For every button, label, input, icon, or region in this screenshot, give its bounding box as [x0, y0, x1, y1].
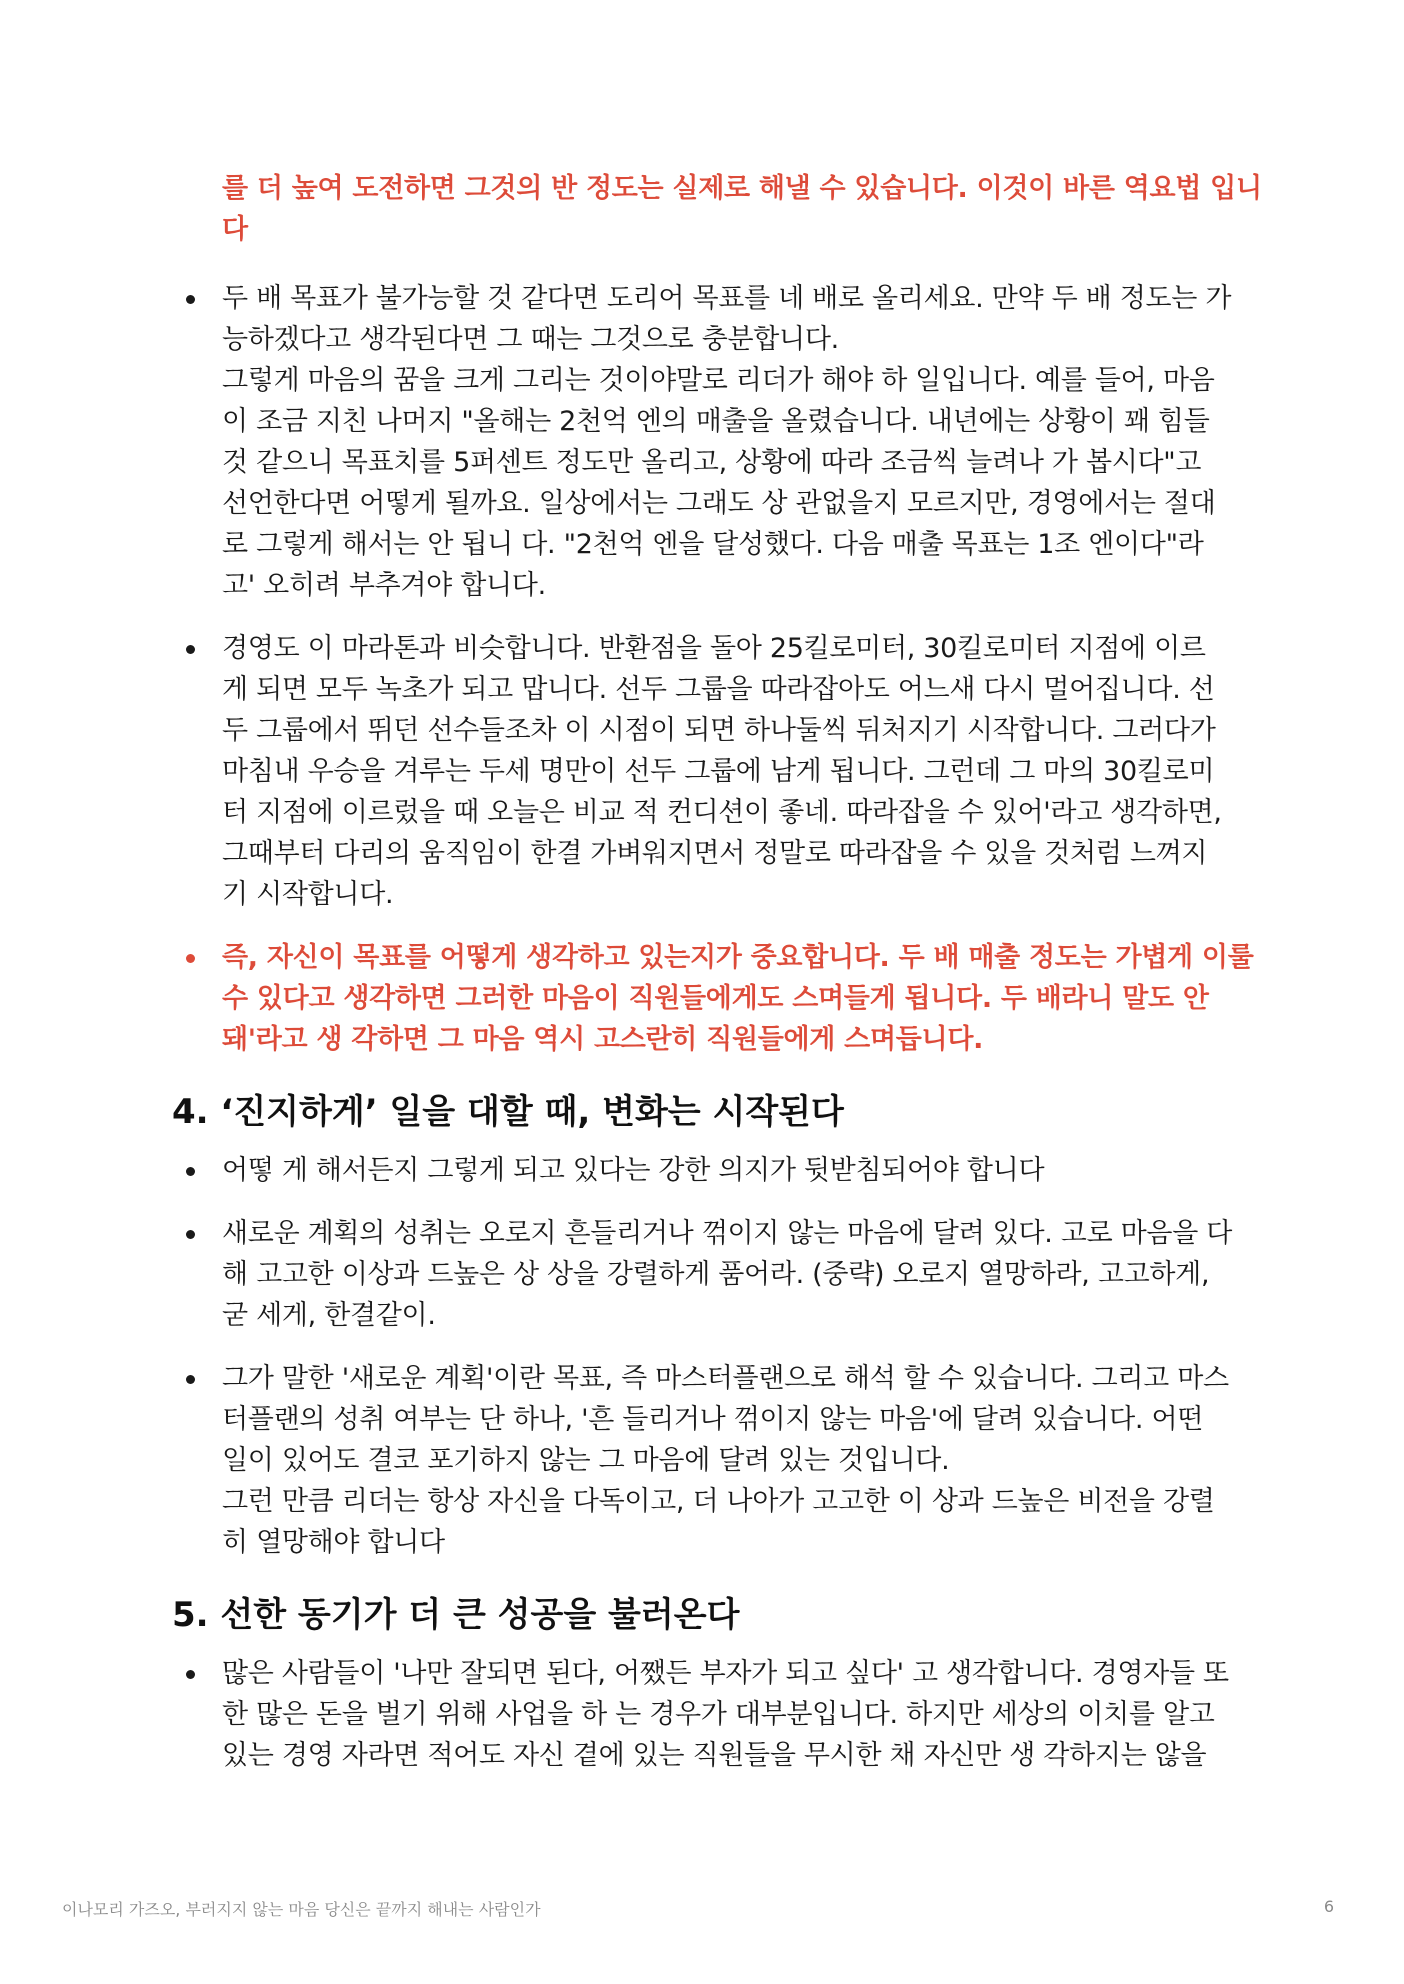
section-heading-4: 4. ‘진지하게’ 일을 대할 때, 변화는 시작된다: [172, 1092, 844, 1132]
text-line: 히 열망해야 합니다: [222, 1527, 445, 1558]
text-line: 를 더 높여 도전하면 그것의 반 정도는 실제로 해낼 수 있습니다. 이것이 바른 역요법 입니: [222, 173, 1262, 204]
text-line: 일이 있어도 결코 포기하지 않는 그 마음에 달려 있는 것입니다.: [222, 1445, 950, 1476]
text-line: 많은 사람들이 '나만 잘되면 된다, 어쨌든 부자가 되고 싶다' 고 생각합니다. 경영자들 또: [222, 1658, 1229, 1689]
text-line: 기 시작합니다.: [222, 879, 394, 910]
bullet-item: [172, 1653, 1242, 1776]
text-line: 즉, 자신이 목표를 어떻게 생각하고 있는지가 중요합니다. 두 배 매출 정도는 가볍게 이룰: [222, 942, 1254, 973]
text-line: 한 많은 돈을 벌기 위해 사업을 하 는 경우가 대부분입니다. 하지만 세상의 이치를 알고: [222, 1699, 1215, 1730]
text-line: 로 그렇게 해서는 안 됩니 다. "2천억 엔을 달성했다. 다음 매출 목표는 1조 엔이다"라: [222, 529, 1204, 560]
bullet-item: [172, 937, 1254, 1060]
text-line: 그런 만큼 리더는 항상 자신을 다독이고, 더 나아가 고고한 이 상과 드높은 비전을 강렬: [222, 1486, 1215, 1517]
text-line: 해 고고한 이상과 드높은 상 상을 강렬하게 품어라. (중략) 오로지 열망하라, 고고하게,: [222, 1259, 1210, 1290]
bullet-dot-icon: [186, 645, 195, 654]
text-line: 새로운 계획의 성취는 오로지 흔들리거나 꺾이지 않는 마음에 달려 있다. 고로 마음을 다: [222, 1218, 1233, 1249]
bullet-dot-icon: [186, 1670, 195, 1679]
text-line: 것 같으니 목표치를 5퍼센트 정도만 올리고, 상황에 따라 조금씩 늘려나 가 봅시다"고: [222, 447, 1202, 478]
text-line: 그렇게 마음의 꿈을 크게 그리는 것이야말로 리더가 해야 하 일입니다. 예를 들어, 마음: [222, 365, 1215, 396]
bullet-dot-icon: [186, 954, 195, 963]
text-line: 능하겠다고 생각된다면 그 때는 그것으로 충분합니다.: [222, 324, 839, 355]
footer-book-title: 이나모리 가즈오, 부러지지 않는 마음 당신은 끝까지 해내는 사람인가: [62, 1900, 541, 1919]
bullet-list-section4: [172, 1150, 1242, 1563]
page-content: [172, 168, 1262, 1798]
text-line: 두 배 목표가 불가능할 것 같다면 도리어 목표를 네 배로 올리세요. 만약 두 배 정도는 가: [222, 283, 1232, 314]
bullet-dot-icon: [186, 1167, 195, 1176]
section-heading-5: 5. 선한 동기가 더 큰 성공을 불러온다: [172, 1595, 740, 1635]
bullet-item: [172, 1358, 1242, 1563]
text-line: 그때부터 다리의 움직임이 한결 가벼워지면서 정말로 따라잡을 수 있을 것처럼 느껴지: [222, 838, 1208, 869]
text-line: 있는 경영 자라면 적어도 자신 곁에 있는 직원들을 무시한 채 자신만 생 각하지는 않을: [222, 1740, 1207, 1771]
text-line: 게 되면 모두 녹초가 되고 맙니다. 선두 그룹을 따라잡아도 어느새 다시 멀어집니다. 선: [222, 674, 1215, 705]
bullet-item: [172, 1213, 1242, 1336]
text-line: 다: [222, 214, 249, 245]
text-line: 굳 세게, 한결같이.: [222, 1300, 436, 1331]
intro-continued-paragraph: [172, 168, 1262, 250]
bullet-dot-icon: [186, 1230, 195, 1239]
text-line: 고' 오히려 부추겨야 합니다.: [222, 570, 546, 601]
page-number: 6: [1323, 1897, 1334, 1916]
text-line: 경영도 이 마라톤과 비슷합니다. 반환점을 돌아 25킬로미터, 30킬로미터 지점에 이르: [222, 633, 1206, 664]
text-line: 마침내 우승을 겨루는 두세 명만이 선두 그룹에 남게 됩니다. 그런데 그 마의 30킬로미: [222, 756, 1215, 787]
text-line: 돼'라고 생 각하면 그 마음 역시 고스란히 직원들에게 스며듭니다.: [222, 1024, 984, 1055]
bullet-item: [172, 1150, 1242, 1191]
bullet-list-section5: [172, 1653, 1242, 1776]
text-line: 그가 말한 '새로운 계획'이란 목표, 즉 마스터플랜으로 해석 할 수 있습니다. 그리고 마스: [222, 1363, 1229, 1394]
text-line: 어떻 게 해서든지 그렇게 되고 있다는 강한 의지가 뒷받침되어야 합니다: [222, 1155, 1045, 1186]
text-line: 선언한다면 어떻게 될까요. 일상에서는 그래도 상 관없을지 모르지만, 경영에서는 절대: [222, 488, 1216, 519]
text-line: 두 그룹에서 뛰던 선수들조차 이 시점이 되면 하나둘씩 뒤처지기 시작합니다. 그러다가: [222, 715, 1216, 746]
text-line: 이 조금 지친 나머지 "올해는 2천억 엔의 매출을 올렸습니다. 내년에는 상황이 꽤 힘들: [222, 406, 1210, 437]
bullet-dot-icon: [186, 295, 195, 304]
bullet-item: [172, 278, 1242, 606]
text-line: 터 지점에 이르렀을 때 오늘은 비교 적 컨디션이 좋네. 따라잡을 수 있어'라고 생각하면,: [222, 797, 1222, 828]
bullet-dot-icon: [186, 1375, 195, 1384]
text-line: 터플랜의 성취 여부는 단 하나, '흔 들리거나 꺾이지 않는 마음'에 달려 있습니다. 어떤: [222, 1404, 1204, 1435]
bullet-item: [172, 628, 1242, 915]
text-line: 수 있다고 생각하면 그러한 마음이 직원들에게도 스며들게 됩니다. 두 배라니 말도 안: [222, 983, 1209, 1014]
bullet-list-group1: [172, 278, 1254, 1060]
